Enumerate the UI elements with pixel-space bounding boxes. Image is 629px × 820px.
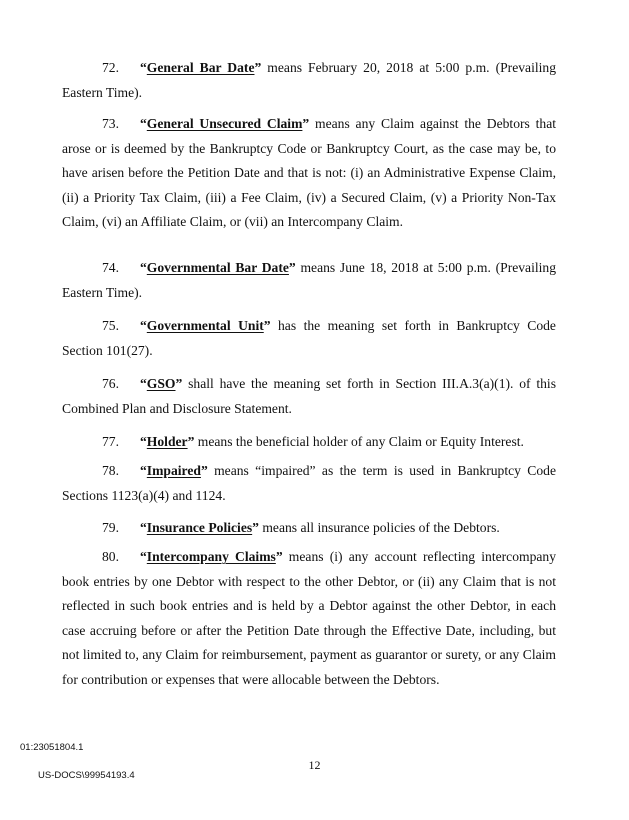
definition-72: 72. “General Bar Date” means February 20, 2018 at 5:00 p.m. (Prevailing Eastern Time). xyxy=(62,56,556,105)
paragraph-number: 77. xyxy=(102,434,119,449)
paragraph-number: 73. xyxy=(102,116,119,131)
definition-78: 78. “Impaired” means “impaired” as the term is used in Bankruptcy Code Sections 1123(a)(4) and 1124. xyxy=(62,459,556,508)
defined-term: Governmental Bar Date xyxy=(146,260,289,275)
defined-term: General Bar Date xyxy=(146,60,255,75)
paragraph-number: 72. xyxy=(102,60,119,75)
document-id-secondary: US-DOCS\99954193.4 xyxy=(38,770,135,781)
paragraph-number: 75. xyxy=(102,318,119,333)
definition-79: 79. “Insurance Policies” means all insurance policies of the Debtors. xyxy=(62,516,556,541)
paragraph-number: 76. xyxy=(102,376,119,391)
definition-text: means February 20, 2018 at 5:00 p.m. (Prevailing Eastern Time). xyxy=(62,60,556,100)
defined-term: Governmental Unit xyxy=(146,318,264,333)
defined-term: Intercompany Claims xyxy=(146,549,276,564)
definition-text: means the beneficial holder of any Claim or Equity Interest. xyxy=(194,434,524,449)
definition-text: means (i) any account reflecting intercompany book entries by one Debtor with respect to the other Debtor, or (ii) any Claim that is not reflected in such book entries and is held by a Debtor against the other Debtor, in each case accruing before or after the Petition Date through the Effective Date, including, but not limited to, any Claim for reimbursement, payment as guarantor or surety, or any Claim for contribution or expenses that were allocable between the Debtors. xyxy=(62,549,556,687)
defined-term: Impaired xyxy=(146,463,201,478)
definition-77: 77. “Holder” means the beneficial holder of any Claim or Equity Interest. xyxy=(62,430,556,455)
paragraph-number: 74. xyxy=(102,260,119,275)
definition-text: means any Claim against the Debtors that arose or is deemed by the Bankruptcy Code or Bankruptcy Court, as the case may be, to have arisen before the Petition Date and that is not: (i) an Administrative Expense Claim, (ii) a Priority Tax Claim, (iii) a Fee Claim, (iv) a Secured Claim, (v) a Priority Non-Tax Claim, (vi) an Affiliate Claim, or (vii) an Intercompany Claim. xyxy=(62,116,557,229)
definition-text: means “impaired” as the term is used in Bankruptcy Code Sections 1123(a)(4) and 1124. xyxy=(62,463,556,503)
paragraph-number: 80. xyxy=(102,549,119,564)
definition-text: means June 18, 2018 at 5:00 p.m. (Prevailing Eastern Time). xyxy=(62,260,557,300)
definition-73: 73. “General Unsecured Claim” means any Claim against the Debtors that arose or is deemed by the Bankruptcy Code or Bankruptcy Court, as the case may be, to have arisen before the Petition Date and that is not: (i) an Administrative Expense Claim, (ii) a Priority Tax Claim, (iii) a Fee Claim, (iv) a Secured Claim, (v) a Priority Non-Tax Claim, (vi) an Affiliate Claim, or (vii) an Intercompany Claim. xyxy=(62,112,556,235)
definition-76: 76. “GSO” shall have the meaning set forth in Section III.A.3(a)(1). of this Combined Plan and Disclosure Statement. xyxy=(62,372,556,421)
paragraph-number: 79. xyxy=(102,520,119,535)
paragraph-number: 78. xyxy=(102,463,119,478)
definition-75: 75. “Governmental Unit” has the meaning set forth in Bankruptcy Code Section 101(27). xyxy=(62,314,556,363)
page-number: 12 xyxy=(308,758,321,772)
definition-text: shall have the meaning set forth in Section III.A.3(a)(1). of this Combined Plan and Disclosure Statement. xyxy=(62,376,556,416)
definition-text: means all insurance policies of the Debtors. xyxy=(258,520,500,535)
defined-term: Insurance Policies xyxy=(146,520,253,535)
definition-74: 74. “Governmental Bar Date” means June 18, 2018 at 5:00 p.m. (Prevailing Eastern Time). xyxy=(62,256,556,305)
definition-80: 80. “Intercompany Claims” means (i) any account reflecting intercompany book entries by one Debtor with respect to the other Debtor, or (ii) any Claim that is not reflected in such book entries and is held by a Debtor against the other Debtor, in each case accruing before or after the Petition Date through the Effective Date, including, but not limited to, any Claim for reimbursement, payment as guarantor or surety, or any Claim for contribution or expenses that were allocable between the Debtors. xyxy=(62,545,556,692)
defined-term: Holder xyxy=(146,434,188,449)
defined-term: General Unsecured Claim xyxy=(146,116,303,131)
defined-term: GSO xyxy=(146,376,176,391)
document-id-primary: 01:23051804.1 xyxy=(20,742,84,753)
definition-text: has the meaning set forth in Bankruptcy Code Section 101(27). xyxy=(62,318,556,358)
